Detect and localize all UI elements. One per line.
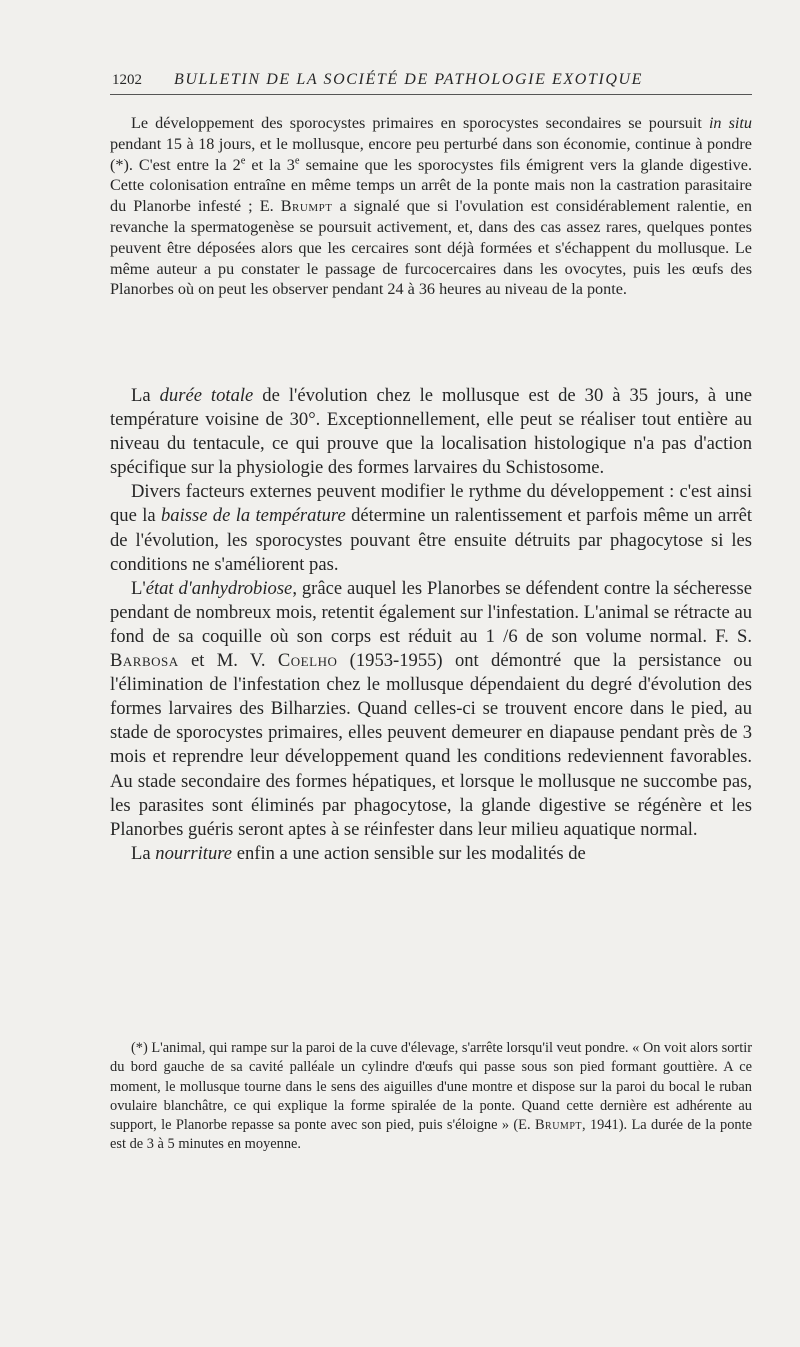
paragraph-2: La durée totale de l'évolution chez le mollusque est de 30 à 35 jours, à une température voisine de 30°. Exceptionnellement, elle peut se réaliser tout entière au niveau du tentacule, ce qui prouve que la localisation histologique n'a pas d'action spécifique sur la physiologie des formes larvaires du Schistosome. bbox=[110, 385, 752, 479]
body-text-top bbox=[110, 113, 752, 300]
paragraph-4: L'état d'anhydrobiose, grâce auquel les Planorbes se défendent contre la sécheresse pendant de nombreux mois, retentit également sur l'infestation. L'animal se rétracte au fond de sa coquille où son corps est réduit au 1 /6 de son volume normal. F. S. Barbosa et M. V. Coelho (1953-1955) ont démontré que la persistance ou l'élimination de l'infestation chez le mollusque dépendaient du degré d'évolution des formes larvaires des Bilharzies. Quand celles-ci se trouvent encore dans le pied, au stade de sporocystes primaires, elles peuvent demeurer en diapause pendant près de 3 mois et reprendre leur développement quand les conditions redeviennent favorables. Au stade secondaire des formes hépatiques, et lorsque le mollusque ne succombe pas, les parasites sont éliminés par phagocytose, la glande digestive se régénère et les Planorbes guéris seront aptes à se réinfester dans leur milieu aquatique normal. bbox=[110, 577, 752, 840]
page-header bbox=[110, 72, 752, 95]
paragraph-1: Le développement des sporocystes primaires en sporocystes secondaires se poursuit in situ pendant 15 à 18 jours, et le mollusque, encore peu perturbé dans son économie, continue à pondre (*). C'est entre la 2e et la 3e semaine que les sporocystes fils émigrent vers la glande digestive. Cette colonisation entraîne en même temps un arrêt de la ponte mais non la castration parasitaire du Planorbe infesté ; E. Brumpt a signalé que si l'ovulation est considérablement ralentie, en revanche la spermatogenèse se poursuit activement, et, dans des cas assez rares, quelques pontes peuvent être déposées alors que les cercaires sont déjà formées et s'échappent du mollusque. Le même auteur a pu constater le passage de furcocercaires dans les ovocytes, puis les œufs des Planorbes où on peut les observer pendant 24 à 36 heures au niveau de la ponte. bbox=[110, 114, 753, 299]
paragraph-5: La nourriture enfin a une action sensible sur les modalités de bbox=[131, 842, 586, 864]
paragraph-3: Divers facteurs externes peuvent modifier le rythme du développement : c'est ainsi que la baisse de la température détermine un ralentissement et parfois même un arrêt de l'évolution, les sporocystes pouvant être ensuite détruits par phagocytose si les conditions ne s'améliorent pas. bbox=[110, 481, 752, 575]
page-number: 1202 bbox=[112, 72, 142, 88]
body-text-main bbox=[110, 384, 752, 866]
footnote bbox=[110, 1039, 752, 1155]
running-head: BULLETIN DE LA SOCIÉTÉ DE PATHOLOGIE EXOTIQUE bbox=[174, 71, 644, 88]
footnote-text: (*) L'animal, qui rampe sur la paroi de la cuve d'élevage, s'arrête lorsqu'il veut pondre. « On voit alors sortir du bord gauche de sa cavité palléale un cylindre d'œufs qui passe sous son pied formant gouttière. A ce moment, le mollusque tourne dans le sens des aiguilles d'une montre et dispose sur la paroi du bocal le ruban ovulaire blanchâtre, ce qui explique la forme spiralée de la ponte. Quand cette dernière est adhérente au support, le Planorbe repasse sa ponte avec son pied, puis s'éloigne » (E. Brumpt, 1941). La durée de la ponte est de 3 à 5 minutes en moyenne. bbox=[110, 1040, 752, 1153]
